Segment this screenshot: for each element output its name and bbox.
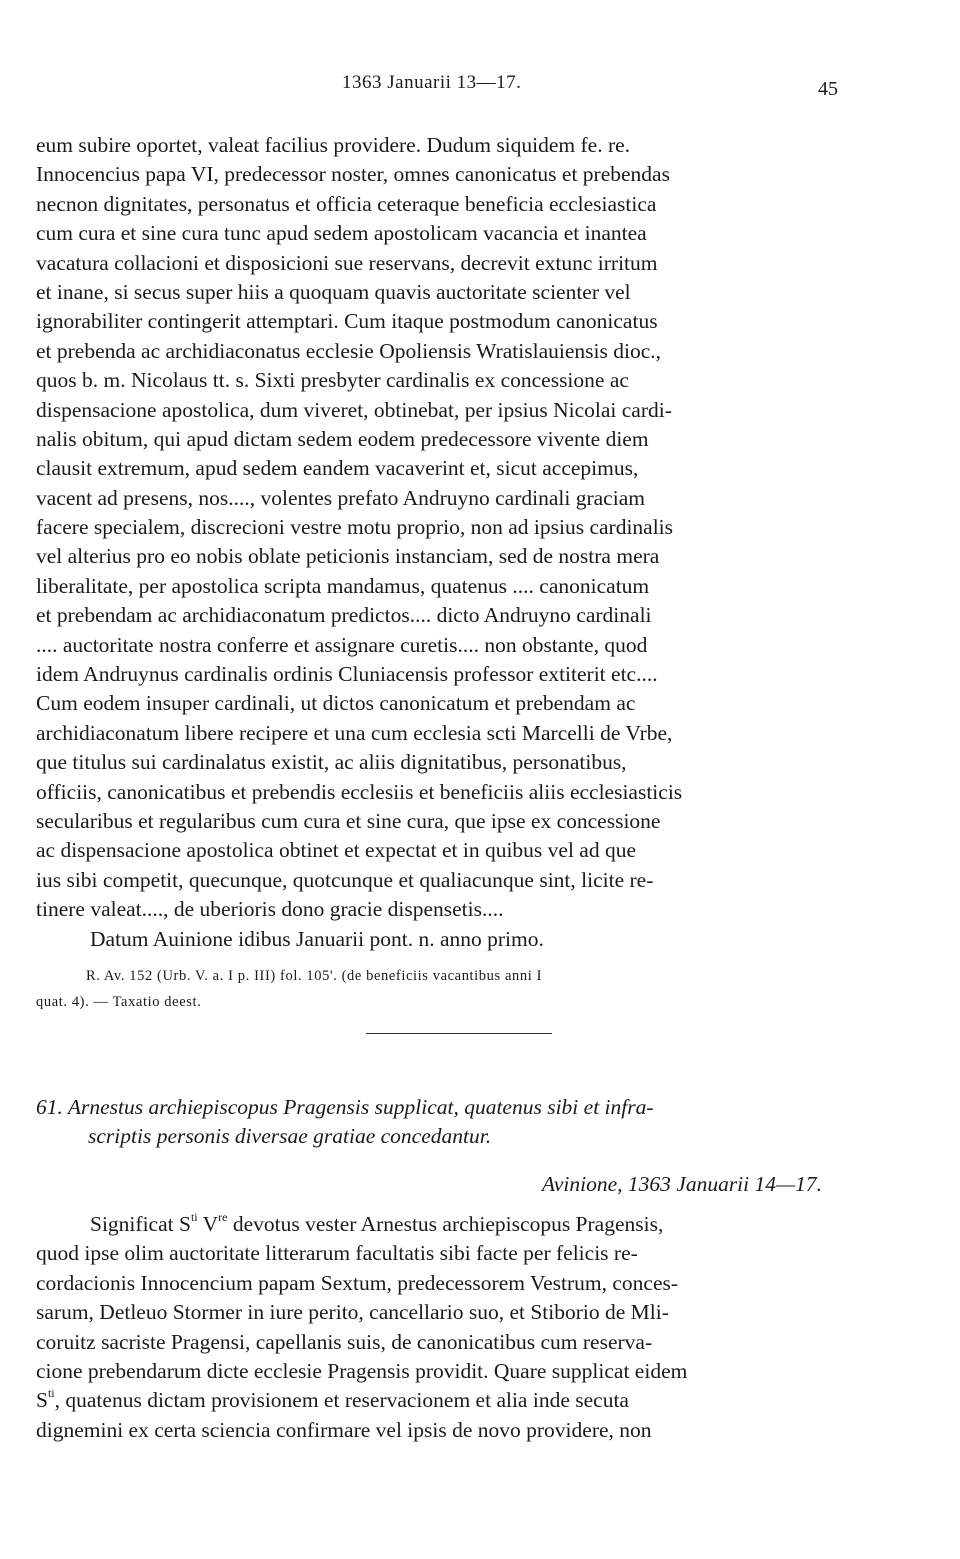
footnote <box>36 963 850 1015</box>
running-head: 1363 Januarii 13—17. <box>342 72 522 93</box>
body-line: dispensacione apostolica, dum viveret, obtinebat, per ipsius Nicolai cardi- <box>36 397 672 422</box>
body-line: secularibus et regularibus cum cura et sine cura, que ipse ex concessione <box>36 808 661 833</box>
entry-line: sarum, Detleuo Stormer in iure perito, cancellario suo, et Stiborio de Mli- <box>36 1300 669 1325</box>
page-header <box>0 72 960 102</box>
entry-first-line <box>36 1210 850 1239</box>
body-line: ac dispensacione apostolica obtinet et expectat et in quibus vel ad que <box>36 838 637 863</box>
text-fragment: S <box>36 1388 48 1413</box>
body-line: vacatura collacioni et disposicioni sue reservans, decrevit extunc irritum <box>36 250 658 275</box>
text-fragment: Significat S <box>90 1212 191 1236</box>
body-line: tinere valeat...., de uberioris dono gracie dispensetis.... <box>36 897 504 922</box>
body-line: eum subire oportet, valeat facilius providere. Dudum siquidem fe. re. <box>36 133 631 157</box>
text-fragment: V <box>197 1212 219 1236</box>
document-body <box>36 131 850 954</box>
entry-body <box>36 1210 850 1445</box>
body-line: facere specialem, discrecioni vestre motu proprio, non ad ipsius cardinalis <box>36 515 674 540</box>
body-line: idem Andruynus cardinalis ordinis Cluniacensis professor extiterit etc.... <box>36 662 658 687</box>
body-line: nalis obitum, qui apud dictam sedem eodem predecessore vivente diem <box>36 426 649 451</box>
body-line: .... auctoritate nostra conferre et assignare curetis.... non obstante, quod <box>36 632 648 657</box>
body-line: cum cura et sine cura tunc apud sedem apostolicam vacancia et inantea <box>36 221 647 246</box>
entry-line: cione prebendarum dicte ecclesie Pragensis providit. Quare supplicat eidem <box>36 1358 688 1383</box>
datum-line: Datum Auinione idibus Januarii pont. n. anno primo. <box>90 926 544 951</box>
entry-number: 61. <box>36 1095 63 1119</box>
superscript: ti <box>190 1209 198 1224</box>
page-number: 45 <box>818 78 838 100</box>
entry-heading-text: Arnestus archiepiscopus Pragensis supplicat, quatenus sibi et infra- <box>67 1095 654 1119</box>
footnote-line: quat. 4). — Taxatio deest. <box>36 994 202 1010</box>
body-line: et inane, si secus super hiis a quoquam quavis auctoritate scienter vel <box>36 279 631 304</box>
body-line: Innocencius papa VI, predecessor noster, omnes canonicatus et prebendas <box>36 162 670 187</box>
entry-heading-line <box>36 1093 850 1122</box>
body-line: necnon dignitates, personatus et officia ceteraque beneficia ecclesiastica <box>36 191 657 216</box>
body-line: officiis, canonicatibus et prebendis ecclesiis et beneficiis aliis ecclesiasticis <box>36 779 683 804</box>
text-fragment: , quatenus dictam provisionem et reservacionem et alia inde secuta <box>54 1388 629 1413</box>
entry-line: coruitz sacriste Pragensi, capellanis suis, de canonicatibus cum reserva- <box>36 1329 653 1354</box>
body-line: liberalitate, per apostolica scripta mandamus, quatenus .... canonicatum <box>36 573 650 598</box>
body-line: ius sibi competit, quecunque, quotcunque et qualiacunque sint, licite re- <box>36 867 654 892</box>
body-line: et prebenda ac archidiaconatus ecclesie Opoliensis Wratislauiensis dioc., <box>36 338 661 363</box>
body-line: quos b. m. Nicolaus tt. s. Sixti presbyter cardinalis ex concessione ac <box>36 368 629 393</box>
superscript: re <box>218 1209 228 1224</box>
entry-line <box>36 1386 850 1415</box>
entry-dateline: Avinione, 1363 Januarii 14—17. <box>541 1172 822 1196</box>
body-line: archidiaconatum libere recipere et una cum ecclesia scti Marcelli de Vrbe, <box>36 720 673 745</box>
body-line: vacent ad presens, nos...., volentes prefato Andruyno cardinali graciam <box>36 485 645 510</box>
entry-line: dignemini ex certa sciencia confirmare vel ipsis de novo providere, non <box>36 1417 652 1442</box>
body-line: ignorabiliter contingerit attemptari. Cum itaque postmodum canonicatus <box>36 309 658 334</box>
footnote-line: R. Av. 152 (Urb. V. a. I p. III) fol. 105'. (de beneficiis vacantibus anni I <box>86 968 542 984</box>
entry-heading-line: scriptis personis diversae gratiae concedantur. <box>88 1124 492 1149</box>
entry-heading <box>36 1093 850 1152</box>
superscript: ti <box>47 1386 55 1401</box>
entry-line: quod ipse olim auctoritate litterarum facultatis sibi facte per felicis re- <box>36 1241 638 1266</box>
text-fragment: devotus vester Arnestus archiepiscopus Pragensis, <box>227 1212 664 1236</box>
body-line: Cum eodem insuper cardinali, ut dictos canonicatum et prebendam ac <box>36 691 636 716</box>
body-line: vel alterius pro eo nobis oblate peticionis instanciam, sed de nostra mera <box>36 544 660 569</box>
section-divider <box>366 1033 552 1034</box>
entry-line: cordacionis Innocencium papam Sextum, predecessorem Vestrum, conces- <box>36 1270 679 1295</box>
body-line: que titulus sui cardinalatus existit, ac aliis dignitatibus, personatibus, <box>36 750 627 775</box>
body-line: et prebendam ac archidiaconatum predictos.... dicto Andruyno cardinali <box>36 603 652 628</box>
body-line: clausit extremum, apud sedem eandem vacaverint et, sicut accepimus, <box>36 456 639 481</box>
